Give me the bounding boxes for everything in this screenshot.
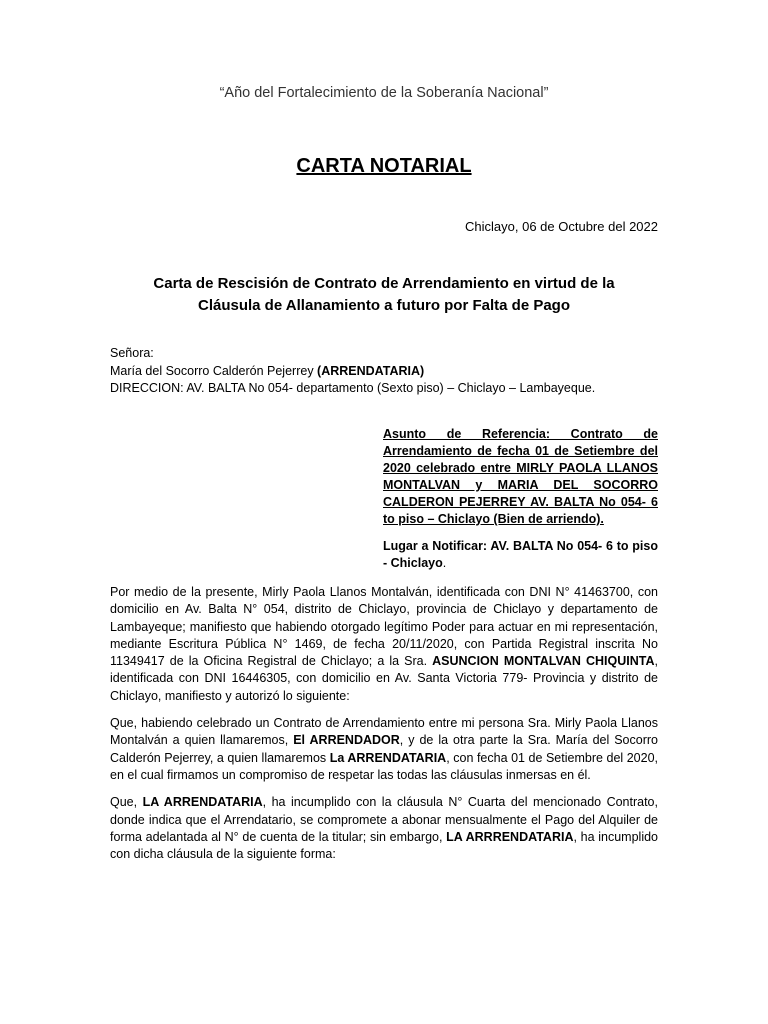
p3-text-e: , ha incumplido con dicha cláusula de la siguiente forma: <box>110 829 658 862</box>
p3-bold-arrendataria: LA ARRENDATARIA <box>142 795 263 810</box>
p2-text-e: , con fecha 01 de Setiembre del 2020, en el cual firmamos un compromiso de respetar las todas las cláusulas inmersas en él. <box>110 750 658 782</box>
notification-place-end: . <box>442 556 447 570</box>
addressee-address: DIRECCION: AV. BALTA No 054- departamento (Sexto piso) – Chiclayo – Lambayeque. <box>110 381 596 395</box>
addressee-name: María del Socorro Calderón Pejerrey <box>110 363 318 378</box>
p3-bold-arrrendataria: LA ARRRENDATARIA <box>446 829 574 844</box>
p1-text-a: Por medio de la presente, Mirly Paola Llanos Montalván, identificada con DNI N° 41463700, con domicilio en Av. Balta N° 054, distrito de Chiclayo, provincia de Chiclayo y departamento de Lambayeque; manifiesto que habiendo otorgado legítimo Poder para actuar en mi representación, mediante Escritura Pública N° 1469, de fecha 20/11/2020, con Partida Registral inscrita No 11349417 de la Oficina Registral de Chiclayo; a la Sra. <box>110 585 658 669</box>
year-motto: “Año del Fortalecimiento de la Soberanía Nacional” <box>219 85 549 101</box>
p3-text-a: Que, <box>110 795 143 810</box>
body-paragraph-3 <box>110 794 658 863</box>
body-paragraph-1 <box>110 584 658 705</box>
document-date: Chiclayo, 06 de Octubre del 2022 <box>465 219 658 234</box>
p3-text-c: , ha incumplido con la cláusula N° Cuarta del mencionado Contrato, donde indica que el Arrendatario, se compromete a abonar mensualmente el Pago del Alquiler de forma adelantada al N° de cuenta de la titular; sin embargo, <box>110 795 658 844</box>
p1-text-c: , identificada con DNI 16446305, con domicilio en Av. Santa Victoria 779- Provincia y distrito de Chiclayo, manifiesto y autorizó lo siguiente: <box>110 654 658 703</box>
notification-place-label: Lugar a Notificar: AV. BALTA No 054- 6 to piso - Chiclayo <box>383 539 658 570</box>
p2-bold-arrendataria: La ARRENDATARIA <box>329 750 447 765</box>
body-paragraph-2 <box>110 715 658 784</box>
salutation: Señora: <box>110 346 154 360</box>
reference-block <box>383 426 658 572</box>
notification-place <box>383 538 658 572</box>
p2-bold-arrendador: El ARRENDADOR <box>293 733 400 748</box>
p2-text-c: , y de la otra parte la Sra. María del Socorro Calderón Pejerrey, a quien llamaremos <box>110 733 658 765</box>
p1-bold-name: ASUNCION MONTALVAN CHIQUINTA <box>432 654 655 669</box>
reference-subject: Asunto de Referencia: Contrato de Arrendamiento de fecha 01 de Setiembre del 2020 celebrado entre MIRLY PAOLA LLANOS MONTALVAN y MARIA DEL SOCORRO CALDERON PEJERREY AV. BALTA No 054- 6 to piso – Chiclayo (Bien de arriendo). <box>383 427 658 526</box>
subject-line-1: Carta de Rescisión de Contrato de Arrendamiento en virtud de la <box>153 275 615 292</box>
letter-body <box>110 584 658 873</box>
addressee-role: (ARRENDATARIA) <box>317 363 425 378</box>
document-title: CARTA NOTARIAL <box>296 155 472 177</box>
addressee-block <box>110 345 670 398</box>
addressee-name-line <box>110 363 670 381</box>
subject-line-2: Cláusula de Allanamiento a futuro por Falta de Pago <box>198 297 570 314</box>
p2-text-a: Que, habiendo celebrado un Contrato de Arrendamiento entre mi persona Sra. Mirly Paola Llanos Montalván a quien llamaremos, <box>110 716 658 748</box>
subject-heading <box>110 273 658 317</box>
